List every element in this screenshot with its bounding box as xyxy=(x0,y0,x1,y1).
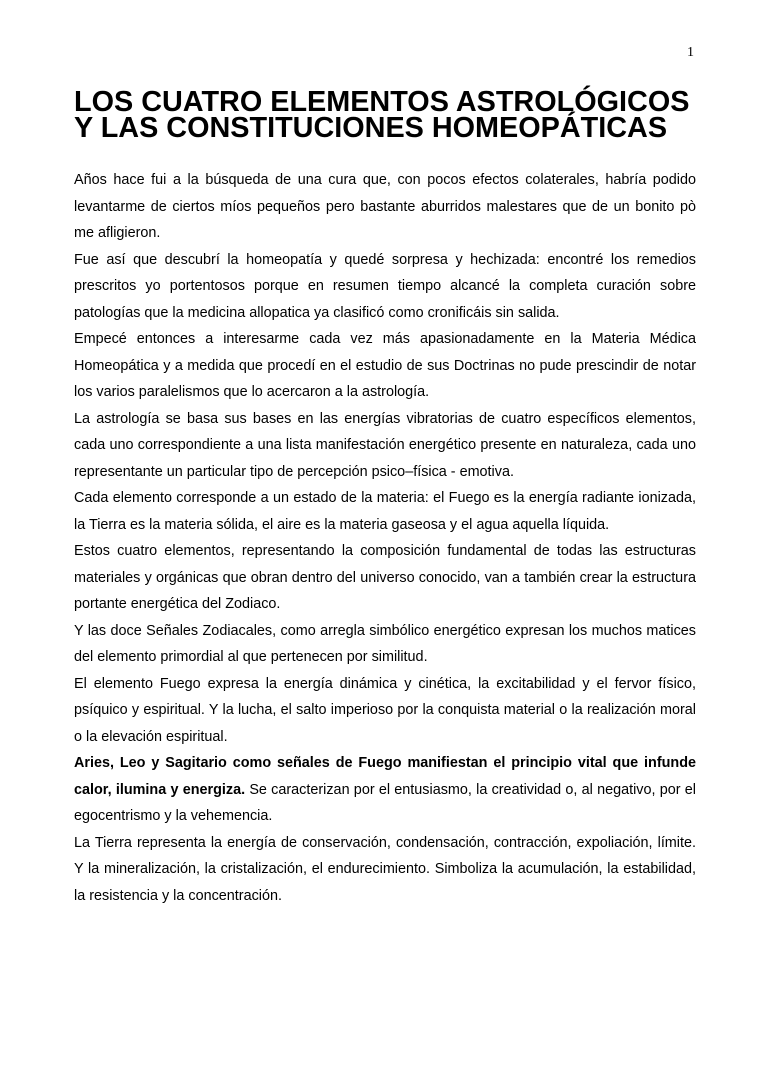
page-number: 1 xyxy=(687,45,694,60)
fire-signs-text: Se caracterizan por el entusiasmo, la creatividad o, al negativo, por el egocentrismo y la vehemencia. xyxy=(74,781,696,824)
document-title xyxy=(74,86,696,144)
paragraph-earth: La Tierra representa la energía de conservación, condensación, contracción, expoliación, límite. Y la mineralización, la cristalización, el endurecimiento. Simboliza la acumulación, la estabilidad, la resistencia y la concentración. xyxy=(74,834,696,904)
paragraph-fire-signs xyxy=(74,750,696,830)
fire-signs-emphasis: Aries, Leo y Sagitario como señales de Fuego manifiestan el principio vital que infunde calor, ilumina y energiza. xyxy=(74,755,696,798)
title-line-2: Y LAS CONSTITUCIONES HOMEOPÁTICAS xyxy=(74,112,668,144)
title-line-1: LOS CUATRO ELEMENTOS ASTROLÓGICOS xyxy=(74,86,690,118)
paragraph-5: Cada elemento corresponde a un estado de la materia: el Fuego es la energía radiante ionizada, la Tierra es la materia sólida, el aire es la materia gaseosa y el agua aquella líquida. xyxy=(74,490,696,533)
document-body xyxy=(74,167,696,909)
paragraph-8: El elemento Fuego expresa la energía dinámica y cinética, la excitabilidad y el fervor físico, psíquico y espiritual. Y la lucha, el salto imperioso por la conquista material o la realización moral o la elevación espiritual. xyxy=(74,675,696,745)
paragraph-7: Y las doce Señales Zodiacales, como arregla simbólico energético expresan los muchos matices del elemento primordial al que pertenecen por similitud. xyxy=(74,622,696,665)
paragraph-4: La astrología se basa sus bases en las energías vibratorias de cuatro específicos elementos, cada uno correspondiente a una lista manifestación energético presente en naturaleza, cada uno representante un particular tipo de percepción psico–física - emotiva. xyxy=(74,410,696,480)
document-content xyxy=(74,86,696,909)
paragraph-1: Años hace fui a la búsqueda de una cura que, con pocos efectos colaterales, habría podido levantarme de ciertos míos pequeños pero bastante aburridos malestares que de un bonito pò me afligieron. xyxy=(74,172,696,241)
paragraph-6: Estos cuatro elementos, representando la composición fundamental de todas las estructuras materiales y orgánicas que obran dentro del universo conocido, van a también crear la estructura portante energética del Zodiaco. xyxy=(74,543,696,612)
paragraph-3: Empecé entonces a interesarme cada vez más apasionadamente en la Materia Médica Homeopática y a medida que procedí en el estudio de sus Doctrinas no pude prescindir de notar los varios paralelismos que lo acercaron a la astrología. xyxy=(74,331,696,400)
paragraph-2: Fue así que descubrí la homeopatía y quedé sorpresa y hechizada: encontré los remedios prescritos yo portentosos porque en resumen tiempo alcancé la completa curación sobre patologías que la medicina allopatica ya clasificó como cronificáis sin salida. xyxy=(74,251,696,321)
